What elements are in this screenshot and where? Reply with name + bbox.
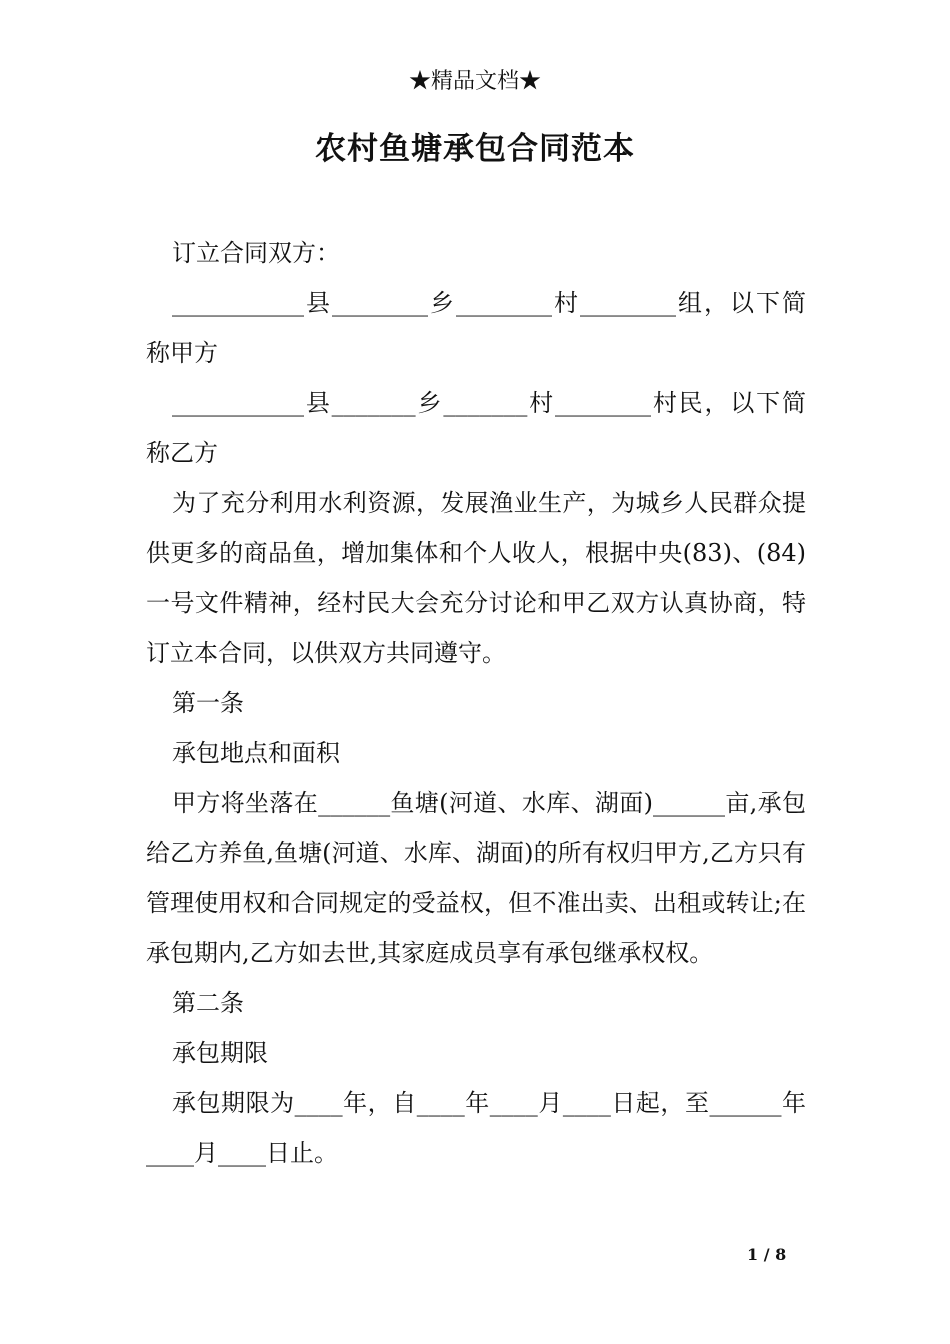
- page-number: 1 / 8: [747, 1245, 787, 1264]
- document-body: [146, 228, 806, 1178]
- paragraph-parties-intro: 订立合同双方：: [172, 239, 340, 267]
- article-2-heading: 第二条: [172, 989, 244, 1017]
- document-title: 农村鱼塘承包合同范本: [315, 131, 635, 167]
- article-2-subheading: 承包期限: [172, 1039, 268, 1067]
- article-1-heading: 第一条: [172, 689, 244, 717]
- article-1-body: 甲方将坐落在______鱼塘(河道、水库、湖面)______亩,承包给乙方养鱼,鱼塘(河道、水库、湖面)的所有权归甲方,乙方只有管理使用权和合同规定的受益权，但不准出卖、出租或转让;在承包期内,乙方如去世,其家庭成员享有承包继承权权。: [146, 789, 806, 967]
- article-2-body: 承包期限为____年，自____年____月____日起，至______年____月____日止。: [146, 1089, 806, 1167]
- paragraph-party-a: ___________县________乡________村________组，以下简称甲方: [146, 289, 806, 367]
- page-header: ★精品文档★: [408, 69, 541, 94]
- article-1-subheading: 承包地点和面积: [172, 739, 340, 767]
- paragraph-preamble: 为了充分利用水利资源，发展渔业生产，为城乡人民群众提供更多的商品鱼，增加集体和个人收人，根据中央(83)、(84)一号文件精神，经村民大会充分讨论和甲乙双方认真协商，特订立本合同，以供双方共同遵守。: [146, 489, 806, 667]
- paragraph-party-b: ___________县_______乡_______村________村民，以下简称乙方: [146, 389, 806, 467]
